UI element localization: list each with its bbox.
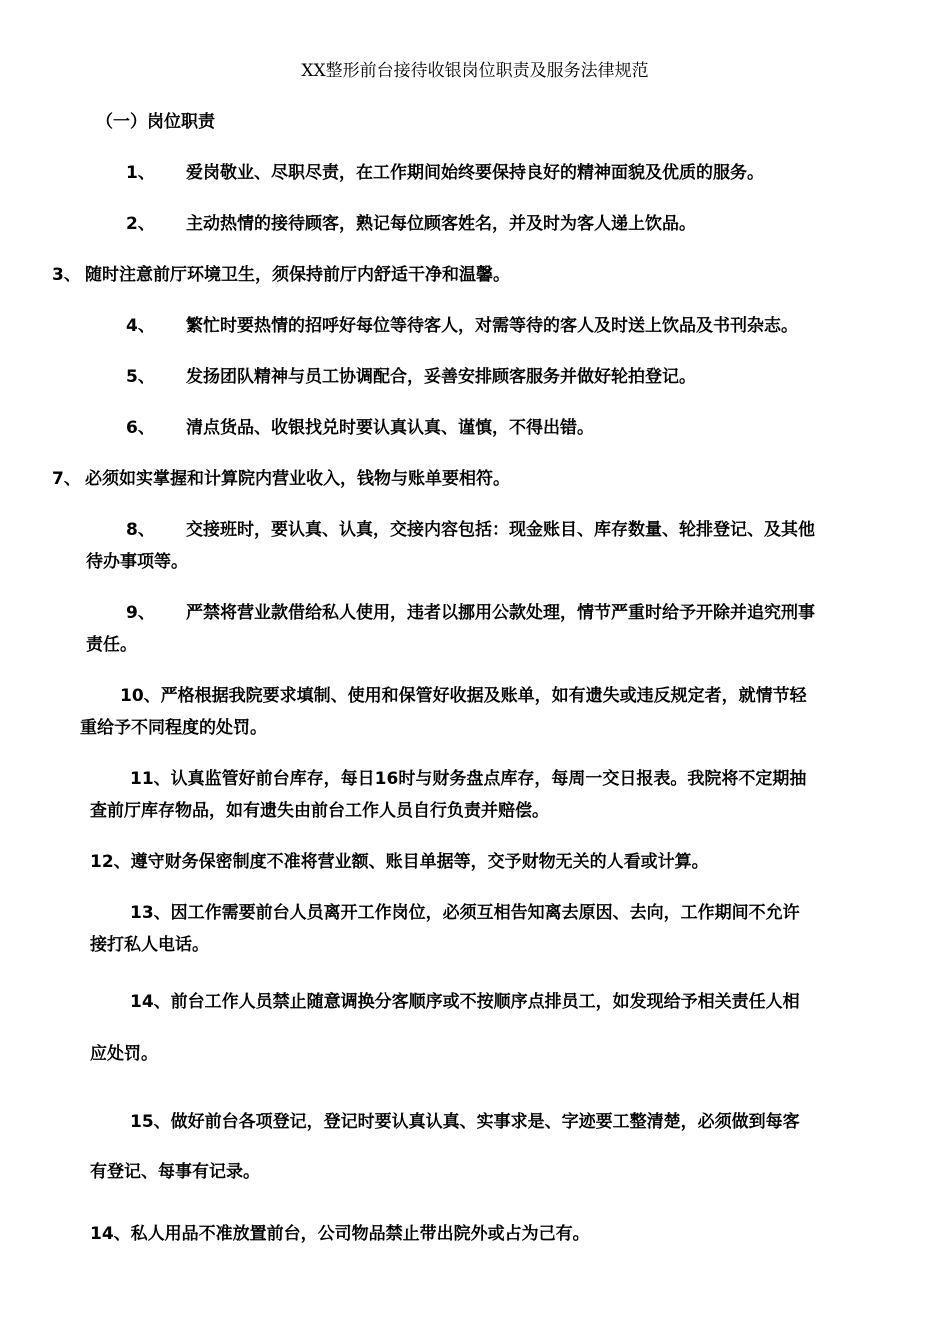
duty-item-11-continuation: 查前厅库存物品，如有遗失由前台工作人员自行负责并赔偿。 [90, 801, 549, 821]
duty-item-12: 12、遵守财务保密制度不准将营业额、账目单据等，交予财物无关的人看或计算。 [90, 852, 709, 872]
item-number: 8、 [126, 520, 155, 540]
item-number: 3、 [52, 265, 81, 285]
item-text: 随时注意前厅环境卫生，须保持前厅内舒适干净和温馨。 [85, 265, 510, 285]
duty-item-3 [52, 259, 510, 291]
item-number: 2、 [126, 214, 155, 234]
duty-item-7 [52, 463, 510, 495]
duty-item-16: 14、私人用品不准放置前台，公司物品禁止带出院外或占为己有。 [90, 1224, 590, 1244]
duty-item-8-continuation: 待办事项等。 [86, 552, 188, 572]
section-heading: （一）岗位职责 [96, 112, 215, 132]
duty-item-13: 13、因工作需要前台人员离开工作岗位，必须互相告知离去原因、去向，工作期间不允许 [130, 903, 800, 923]
item-number: 1、 [126, 163, 155, 183]
item-text: 严禁将营业款借给私人使用，违者以挪用公款处理，情节严重时给予开除并追究刑事 [186, 603, 815, 623]
item-text: 交接班时，要认真、认真，交接内容包括：现金账目、库存数量、轮排登记、及其他 [186, 520, 815, 540]
item-number: 6、 [126, 418, 155, 438]
duty-item-13-continuation: 接打私人电话。 [90, 935, 209, 955]
item-number: 9、 [126, 603, 155, 623]
item-text: 清点货品、收银找兑时要认真认真、谨慎，不得出错。 [186, 418, 594, 438]
item-text: 爱岗敬业、尽职尽责，在工作期间始终要保持良好的精神面貌及优质的服务。 [186, 163, 764, 183]
item-number: 7、 [52, 469, 81, 489]
duty-item-9-continuation: 责任。 [86, 635, 137, 655]
duty-item-8 [126, 514, 815, 546]
duty-item-10: 10、严格根据我院要求填制、使用和保管好收据及账单，如有遗失或违反规定者，就情节轻 [120, 686, 807, 706]
duty-item-1 [126, 157, 764, 189]
duty-item-15: 15、做好前台各项登记，登记时要认真认真、实事求是、字迹要工整清楚，必须做到每客 [130, 1112, 800, 1132]
duty-item-11: 11、认真监管好前台库存，每日16时与财务盘点库存，每周一交日报表。我院将不定期抽 [130, 769, 807, 789]
duty-item-6 [126, 412, 594, 444]
duty-item-14-continuation: 应处罚。 [90, 1044, 158, 1064]
duty-item-10-continuation: 重给予不同程度的处罚。 [80, 718, 267, 738]
item-text: 必须如实掌握和计算院内营业收入，钱物与账单要相符。 [85, 469, 510, 489]
duty-item-9 [126, 597, 815, 629]
item-text: 发扬团队精神与员工协调配合，妥善安排顾客服务并做好轮拍登记。 [186, 367, 696, 387]
item-text: 繁忙时要热情的招呼好每位等待客人，对需等待的客人及时送上饮品及书刊杂志。 [186, 316, 798, 336]
duty-item-5 [126, 361, 696, 393]
item-number: 4、 [126, 316, 155, 336]
item-number: 5、 [126, 367, 155, 387]
duty-item-2 [126, 208, 696, 240]
document-title: XX整形前台接待收银岗位职责及服务法律规范 [301, 61, 649, 81]
duty-item-14: 14、前台工作人员禁止随意调换分客顺序或不按顺序点排员工，如发现给予相关责任人相 [130, 992, 800, 1012]
item-text: 主动热情的接待顾客，熟记每位顾客姓名，并及时为客人递上饮品。 [186, 214, 696, 234]
duty-item-15-continuation: 有登记、每事有记录。 [90, 1162, 260, 1182]
duty-item-4 [126, 310, 798, 342]
